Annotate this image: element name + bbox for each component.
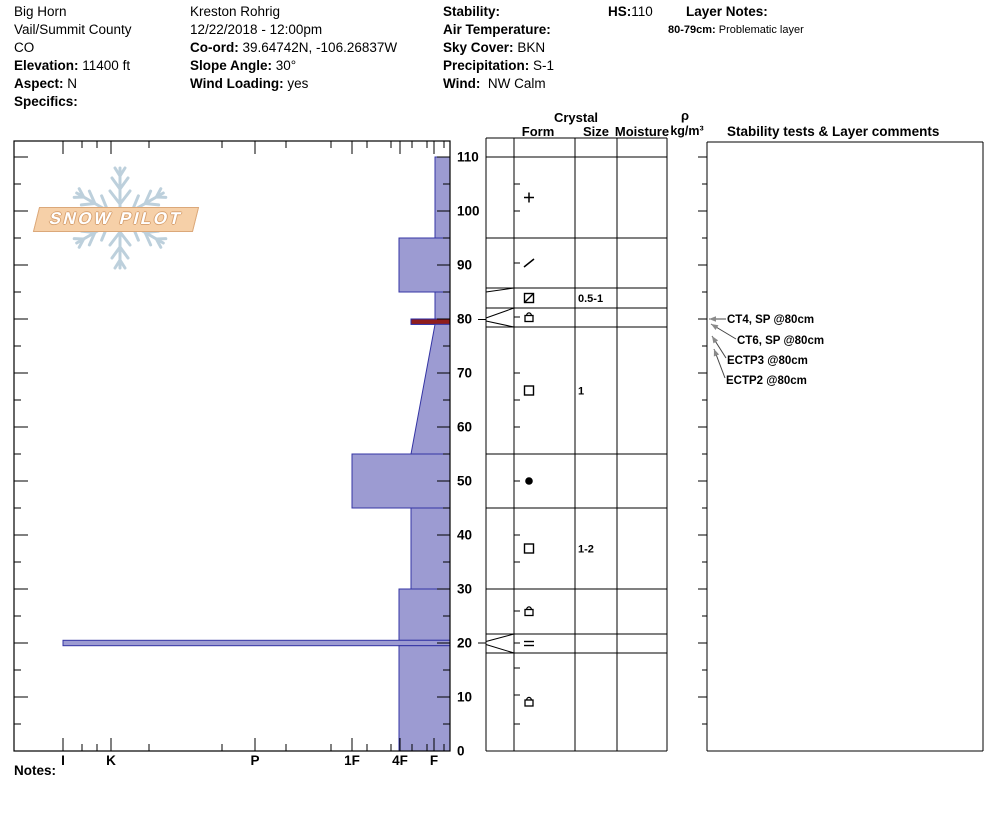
- grain-form-square-icon: [525, 544, 534, 553]
- grain-size-value: 0.5-1: [578, 293, 604, 305]
- hardness-label: 4F: [392, 753, 408, 768]
- hardness-label: I: [61, 753, 65, 768]
- grain-form-slash-icon: [524, 259, 534, 267]
- slope-angle-value: 30°: [275, 58, 297, 73]
- site-region: Vail/Summit County: [14, 22, 132, 37]
- stability-comments-header: Stability tests & Layer comments: [727, 124, 940, 139]
- annotation-arrowhead-icon: [711, 324, 718, 330]
- chart-axes-group: [14, 141, 450, 751]
- layer-notes-label: Layer Notes:: [686, 4, 768, 19]
- notes-section-label: Notes:: [14, 763, 57, 778]
- site-state: CO: [14, 40, 35, 55]
- annotation-arrowhead-icon: [714, 349, 719, 357]
- hs-value: 110: [631, 4, 653, 19]
- grain-form-square-diagonal-icon: [525, 294, 534, 303]
- hardness-axis-labels: [61, 753, 438, 768]
- precipitation-value: S-1: [533, 58, 555, 73]
- wind-value: NW Calm: [487, 76, 546, 91]
- depth-label: 20: [457, 635, 473, 651]
- depth-label: 90: [457, 257, 473, 273]
- hardness-label: P: [250, 753, 260, 768]
- comments-box-group: [707, 142, 983, 751]
- layer-bar: [411, 508, 450, 589]
- density-axis-group: [698, 142, 707, 751]
- grain-form-square-icon: [525, 386, 534, 395]
- stability-test-label: ECTP3 @80cm: [727, 355, 808, 367]
- depth-label: 70: [457, 365, 473, 381]
- slope-angle-label: Slope Angle:: [190, 58, 273, 73]
- grain-size-value: 1: [578, 385, 585, 398]
- grain-form-arch-box-icon: [525, 607, 533, 616]
- depth-label: 50: [457, 473, 473, 489]
- layer-bar: [399, 589, 450, 640]
- depth-label: 60: [457, 419, 473, 435]
- layer-bar: [435, 292, 450, 319]
- aspect-label: Aspect:: [14, 76, 64, 91]
- sky-cover-label: Sky Cover:: [443, 40, 514, 55]
- elevation-label: Elevation:: [14, 58, 79, 73]
- grain-table-group: [486, 138, 667, 751]
- wind-loading-value: yes: [287, 76, 309, 91]
- layer-note-text: Problematic layer: [718, 24, 804, 36]
- grain-size-value: 1-2: [578, 543, 594, 556]
- grain-form-symbols-group: [524, 193, 534, 707]
- depth-label: 100: [457, 203, 480, 219]
- grain-form-plus-icon: [524, 193, 534, 203]
- precipitation-label: Precipitation:: [443, 58, 530, 73]
- rho-units-header: kg/m³: [670, 124, 704, 138]
- stability-annotations-group: [709, 314, 824, 387]
- depth-label: 110: [457, 149, 479, 165]
- chart-border: [14, 141, 450, 751]
- stability-test-label: CT6, SP @80cm: [737, 335, 825, 347]
- layer-bar: [352, 454, 450, 508]
- rho-header: ρ: [680, 108, 690, 123]
- layer-bar: [411, 324, 450, 454]
- grain-form-arch-box-icon: [525, 697, 533, 706]
- annotation-arrowhead-icon: [712, 336, 718, 343]
- layer-note-range: 80-79cm:: [668, 24, 716, 36]
- wind-label: Wind:: [443, 76, 481, 91]
- elevation-value: 11400 ft: [82, 58, 131, 73]
- observer-name: Kreston Rohrig: [190, 4, 281, 19]
- layer-bar: [435, 157, 450, 238]
- depth-axis-labels: [457, 150, 480, 759]
- hardness-label: K: [106, 753, 116, 768]
- sky-cover-value: BKN: [517, 40, 546, 55]
- layer-bar: [399, 646, 450, 751]
- stability-test-label: CT4, SP @80cm: [727, 314, 815, 326]
- layer-connectors-group: [478, 288, 514, 653]
- site-name: Big Horn: [14, 4, 67, 19]
- hs-label: HS:: [608, 4, 632, 19]
- grain-form-filled-circle-icon: [525, 477, 533, 485]
- snowpilot-logo-text: SNOW PILOT: [47, 209, 185, 228]
- form-header: Form: [521, 124, 555, 139]
- annotation-arrowhead-icon: [709, 316, 716, 322]
- hardness-label: 1F: [344, 753, 360, 768]
- stability-label: Stability:: [443, 4, 501, 19]
- observation-datetime: 12/22/2018 - 12:00pm: [190, 22, 323, 37]
- depth-label: 10: [457, 689, 473, 705]
- table-headers-group: [522, 108, 940, 139]
- wind-loading-label: Wind Loading:: [190, 76, 284, 91]
- specifics-label: Specifics:: [14, 94, 78, 109]
- problem-layer-bar: [411, 319, 450, 324]
- moisture-header: Moisture: [614, 124, 670, 139]
- depth-label: 30: [457, 581, 473, 597]
- hardness-label: F: [429, 753, 439, 768]
- layer-bar: [63, 640, 450, 645]
- crystal-header: Crystal: [553, 110, 599, 125]
- depth-label: 40: [457, 527, 473, 543]
- depth-label: 80: [457, 311, 473, 327]
- aspect-value: N: [67, 76, 78, 91]
- air-temperature-label: Air Temperature:: [443, 22, 551, 37]
- stability-test-label: ECTP2 @80cm: [726, 375, 807, 387]
- grain-form-arch-box-icon: [525, 313, 533, 322]
- grain-form-double-line-icon: [524, 642, 534, 646]
- depth-label: 0: [457, 743, 465, 759]
- hardness-bars-group: [63, 157, 450, 751]
- coord-value: 39.64742N, -106.26837W: [242, 40, 398, 55]
- coord-label: Co-ord:: [190, 40, 239, 55]
- grain-size-values-group: [578, 293, 603, 556]
- size-header: Size: [582, 124, 610, 139]
